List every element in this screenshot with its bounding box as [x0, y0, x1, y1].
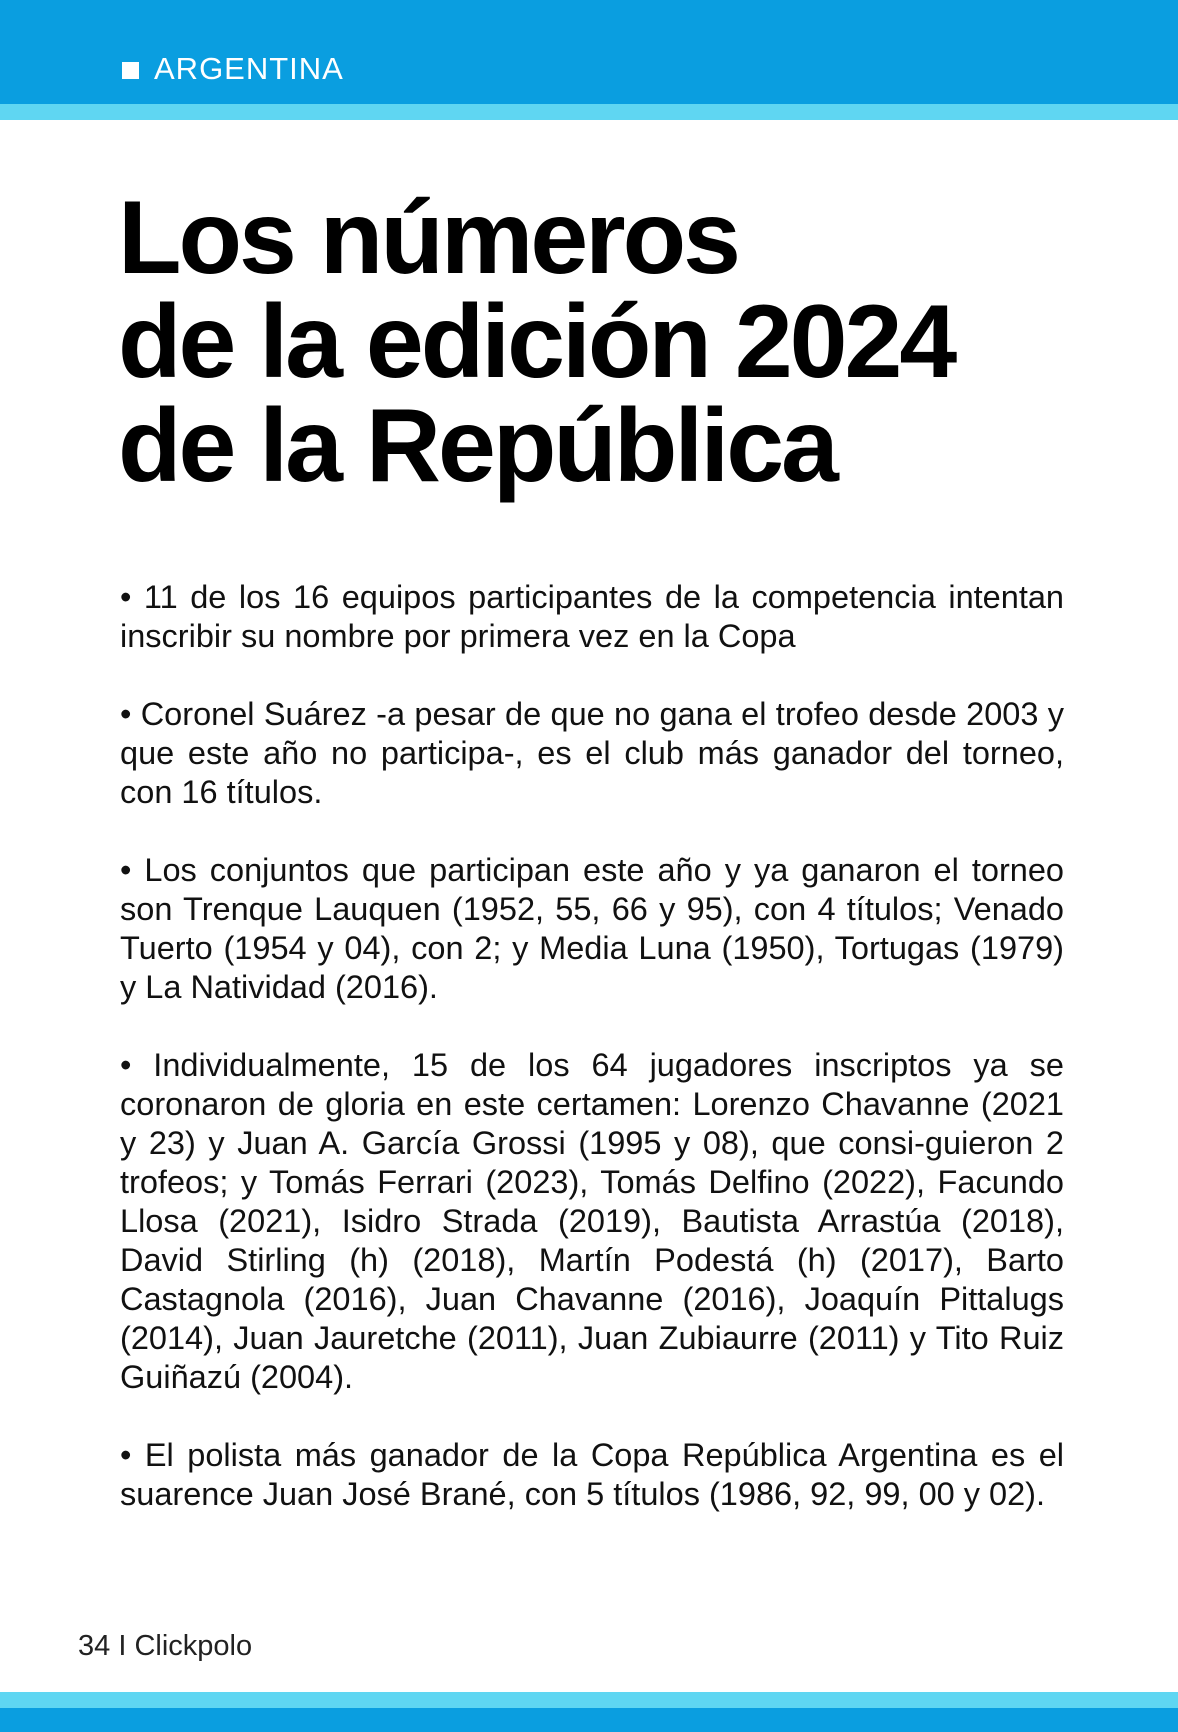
header-stripe — [0, 104, 1178, 120]
page-title-line: de la edición 2024 — [118, 284, 955, 400]
section-label: ARGENTINA — [154, 51, 344, 86]
article-body — [120, 578, 1064, 1553]
page-title-line: Los números — [118, 180, 738, 296]
bullet-paragraph: • 11 de los 16 equipos participantes de la competencia intentan inscribir su nombre por primera vez en la Copa — [120, 579, 1064, 654]
page-number: 34 — [78, 1630, 111, 1662]
footer-bar — [0, 1708, 1178, 1732]
publication-name: Clickpolo — [134, 1630, 253, 1662]
header-bar — [0, 0, 1178, 104]
footer-stripe — [0, 1692, 1178, 1708]
section-square-icon — [122, 62, 139, 79]
page-title-line: de la República — [118, 388, 836, 504]
footer-separator: I — [118, 1630, 127, 1662]
page-title — [118, 180, 1138, 504]
bullet-paragraph: • Los conjuntos que participan este año y ya ganaron el torneo son Trenque Lauquen (1952, 55, 66 y 95), con 4 títulos; Venado Tuerto (1954 y 04), con 2; y Media Luna (1950), Tortugas (1979) y La Natividad (2016). — [120, 852, 1064, 1005]
bullet-paragraph: • Coronel Suárez -a pesar de que no gana el trofeo desde 2003 y que este año no participa-, es el club más ganador del torneo, con 16 títulos. — [120, 696, 1064, 810]
page-footer — [78, 1628, 252, 1664]
bullet-paragraph: • Individualmente, 15 de los 64 jugadores inscriptos ya se coronaron de gloria en este certamen: Lorenzo Chavanne (2021 y 23) y Juan A. García Grossi (1995 y 08), que consi-guieron 2 trofeos; y Tomás Ferrari (2023), Tomás Delfino (2022), Facundo Llosa (2021), Isidro Strada (2019), Bautista Arrastúa (2018), David Stirling (h) (2018), Martín Podestá (h) (2017), Barto Castagnola (2016), Juan Chavanne (2016), Joaquín Pittalugs (2014), Juan Jauretche (2011), Juan Zubiaurre (2011) y Tito Ruiz Guiñazú (2004). — [120, 1047, 1064, 1395]
bullet-paragraph: • El polista más ganador de la Copa República Argentina es el suarence Juan José Brané, con 5 títulos (1986, 92, 99, 00 y 02). — [120, 1437, 1064, 1512]
